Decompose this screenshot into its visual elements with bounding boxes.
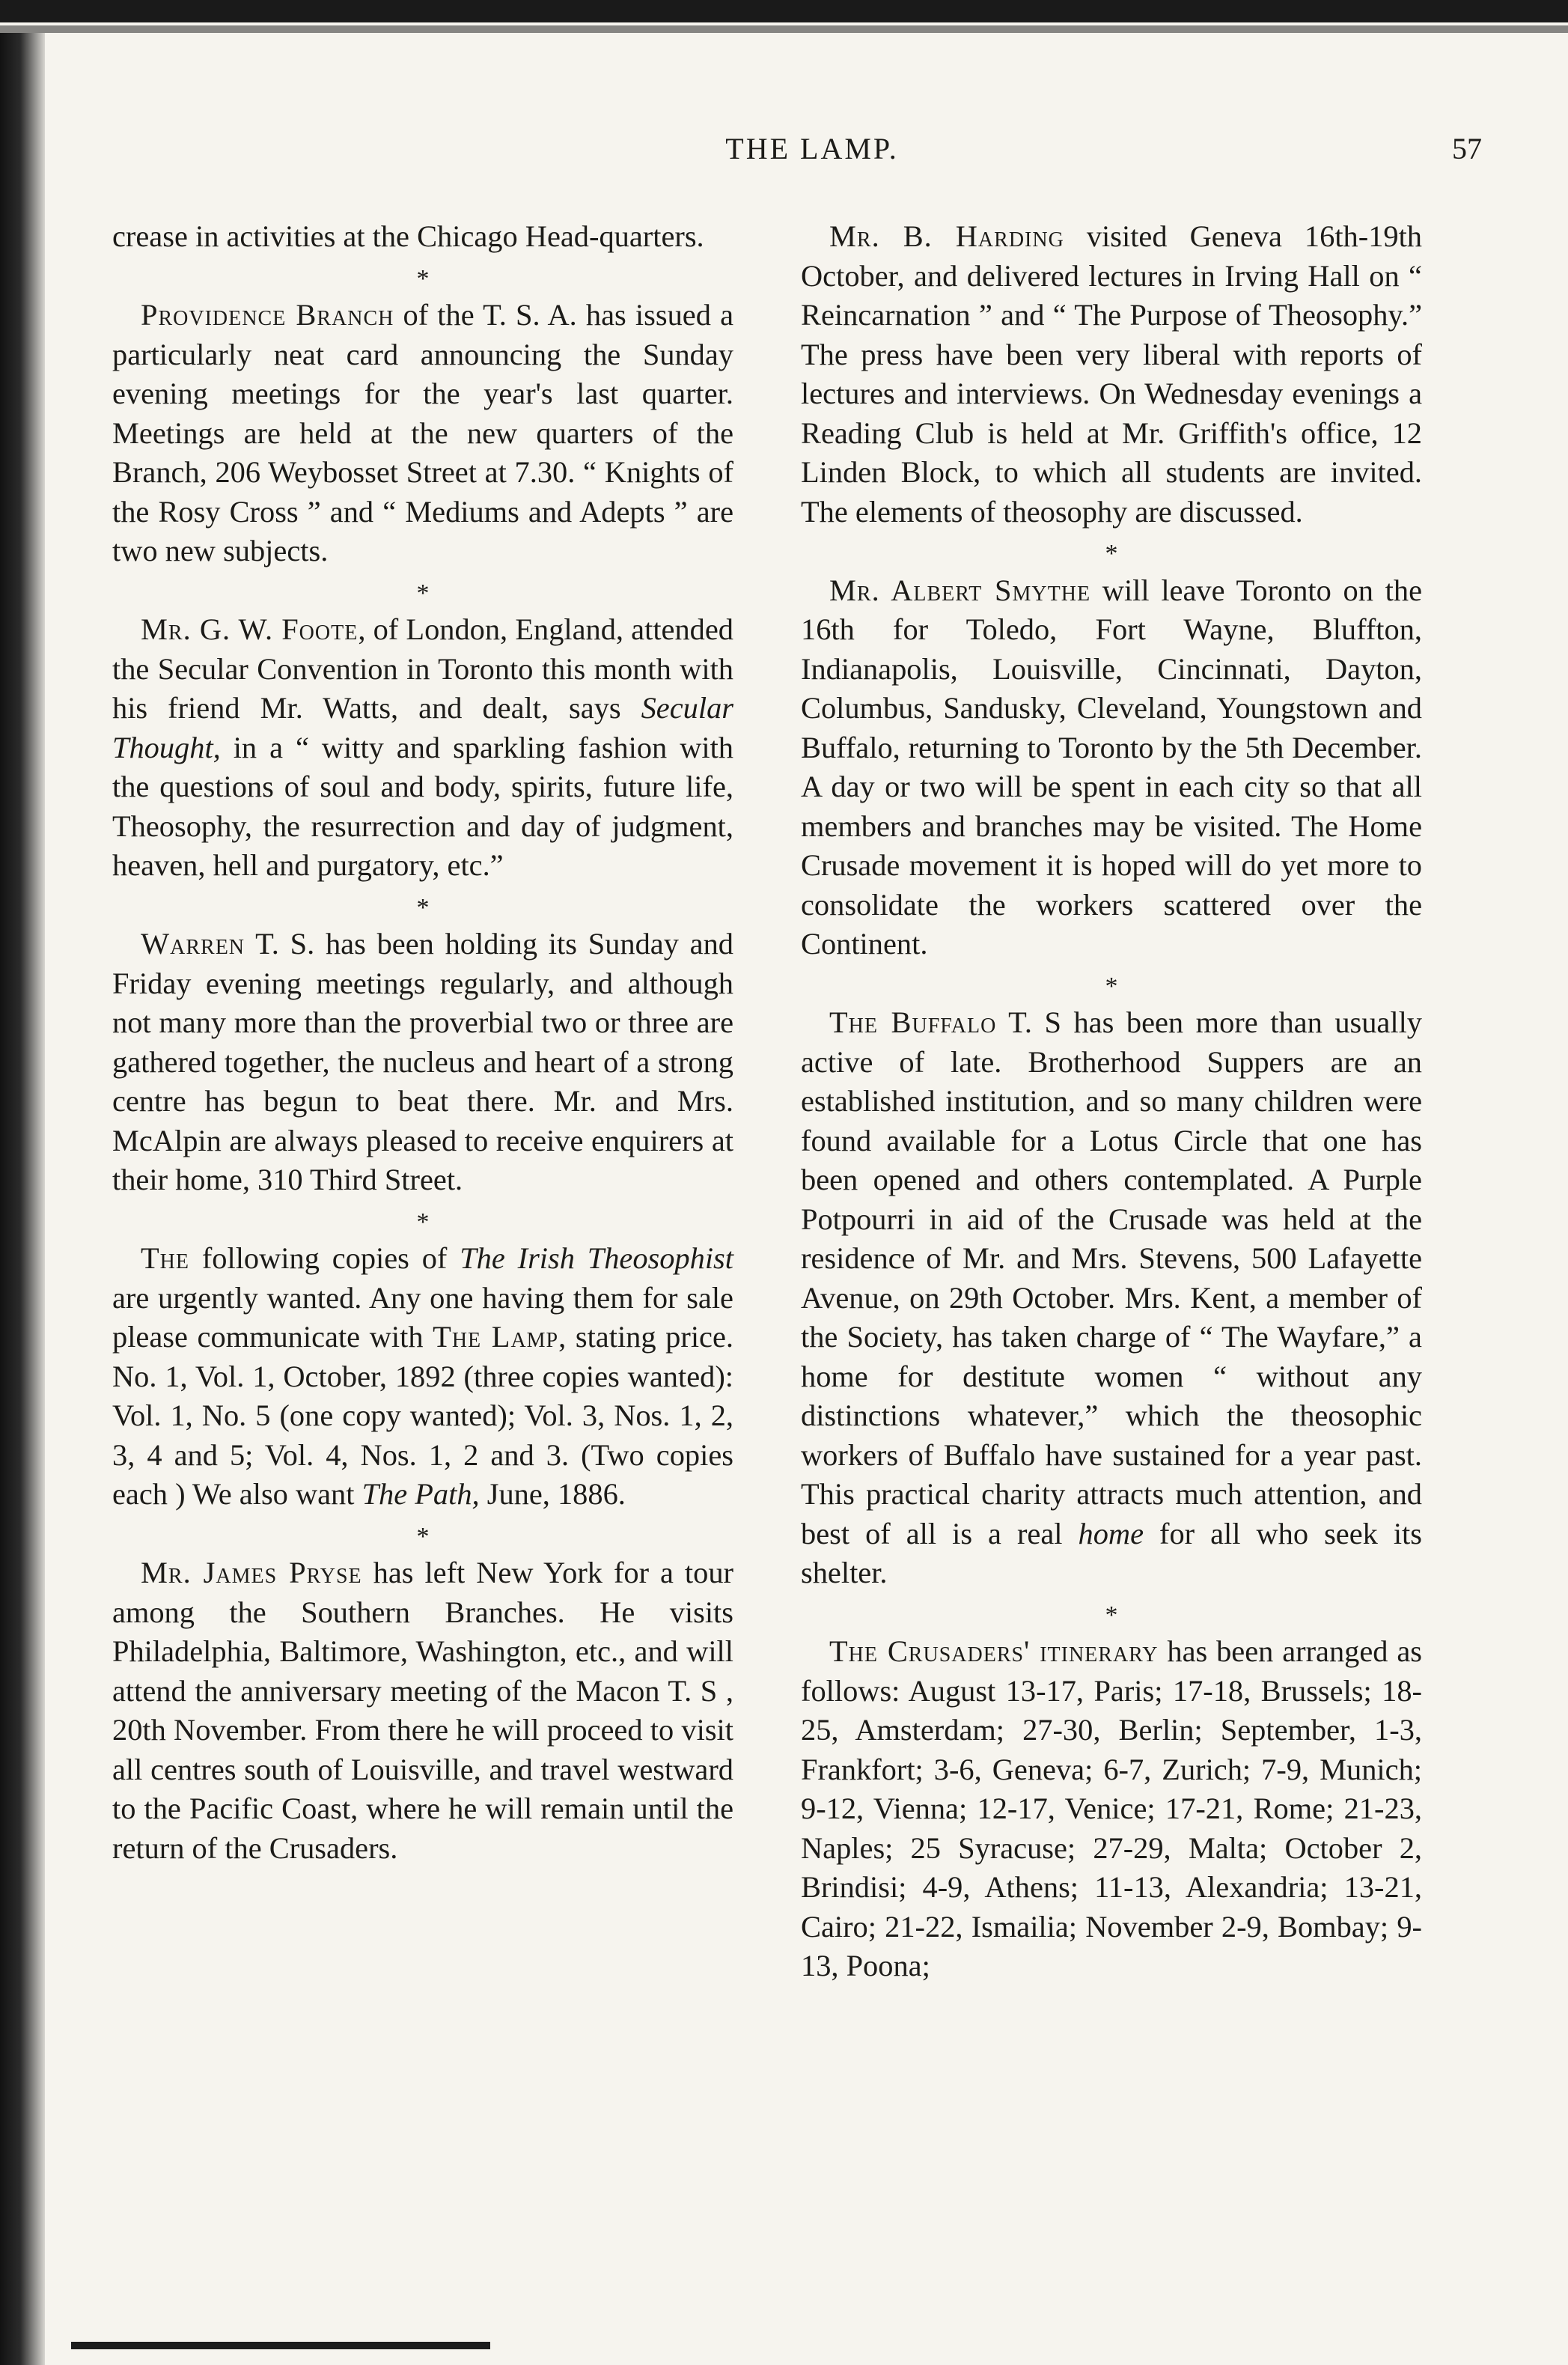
news-paragraph <box>112 1553 733 1868</box>
top-edge-shadow <box>0 25 1568 33</box>
paragraph-lead-words: The <box>141 1241 189 1275</box>
news-paragraph <box>801 217 1422 532</box>
news-paragraph <box>112 217 733 257</box>
paragraph-lead-words: The Crusaders' itinerary <box>829 1634 1159 1668</box>
left-column <box>112 217 733 1868</box>
section-divider-asterisk: * <box>1105 972 1118 1000</box>
news-paragraph <box>801 1003 1422 1593</box>
section-divider-asterisk: * <box>416 1208 430 1236</box>
italic-title: home <box>1078 1516 1144 1550</box>
paragraph-text: T. S. has been holding its Sunday and Friday evening meetings regularly, and although not many more than the proverbial two or three are gathered together, the nucleus and heart of a strong centre has begun to beat there. Mr. and Mrs. McAlpin are always pleased to receive enquirers at their home, 310 Third Street. <box>112 927 733 1196</box>
paragraph-lead-words: Mr. B. Harding <box>829 219 1064 253</box>
paragraph-lead-words: Mr. Albert Smythe <box>829 573 1091 607</box>
paragraph-text: are urgently wanted. Any one having them for sale please communicate with <box>112 1280 733 1354</box>
page-binding-edge <box>0 33 45 2365</box>
paragraph-text: , of London, England, attended the Secular Convention in Toronto this month with his friend Mr. Watts, and dealt, says <box>112 612 733 725</box>
paragraph-text: following copies of <box>189 1241 460 1275</box>
news-paragraph <box>112 925 733 1200</box>
right-column <box>801 217 1422 1986</box>
section-divider-asterisk: * <box>416 579 430 607</box>
italic-title: The Irish Theosophist <box>460 1241 733 1275</box>
paragraph-text: visited Geneva 16th-19th October, and delivered lectures in Irving Hall on “ Reincarnation ” and “ The Purpose of Theosophy.” The press have been very liberal with reports of lectures and interviews. On Wednesday evenings a Reading Club is held at Mr. Griffith's office, 12 Linden Block, to which all students are invited. The elements of theosophy are discussed. <box>801 219 1422 529</box>
paragraph-text: will leave Toronto on the 16th for Toledo, Fort Wayne, Bluffton, Indianapolis, Louisville, Cincinnati, Dayton, Columbus, Sandusky, Cleveland, Youngstown and Buffalo, returning to Toronto by the 5th December. A day or two will be spent in each city so that all members and branches may be visited. The Home Crusade movement it is hoped will do yet more to consolidate the workers scattered over the Continent. <box>801 573 1422 961</box>
italic-title: The Path, <box>362 1477 480 1511</box>
paragraph-text: , stating price. No. 1, Vol. 1, October, 1892 (three copies wanted): Vol. 1, No. 5 (one copy wanted); Vol. 3, Nos. 1, 2, 3, 4 and 5; Vol. 4, Nos. 1, 2 and 3. (Two copies each ) We also want <box>112 1320 733 1511</box>
paragraph-lead-words: Warren <box>141 927 245 961</box>
news-paragraph <box>112 610 733 886</box>
page-number: 57 <box>1452 132 1482 165</box>
news-paragraph <box>112 296 733 571</box>
paragraph-text: June, 1886. <box>479 1477 626 1511</box>
italic-title: Secular Thought, <box>112 691 733 764</box>
section-divider-asterisk: * <box>416 893 430 922</box>
page-header <box>112 131 1512 176</box>
top-edge-rule <box>0 0 1568 22</box>
bottom-edge-mark <box>71 2342 490 2349</box>
paragraph-text: crease in activities at the Chicago Head-quarters. <box>112 219 704 253</box>
paragraph-text: T. S has been more than usually active of late. Brotherhood Suppers are an established institution, and so many children were found available for a Lotus Circle that one has been opened and others contemplated. A Purple Potpourri in aid of the Crusade was held at the residence of Mr. and Mrs. Stevens, 500 Lafayette Avenue, on 29th October. Mrs. Kent, a member of the Society, has taken charge of “ The Wayfare,” a home for destitute women “ without any distinctions whatever,” which the theosophic workers of Buffalo have sustained for a year past. This practical charity attracts much attention, and best of all is a real <box>801 1005 1422 1550</box>
section-divider-asterisk: * <box>416 1522 430 1550</box>
section-divider-asterisk: * <box>1105 1601 1118 1629</box>
section-divider-asterisk: * <box>416 264 430 293</box>
paragraph-lead-words: The Buffalo <box>829 1005 997 1039</box>
paragraph-text: has left New York for a tour among the Southern Branches. He visits Philadelphia, Baltimore, Washington, etc., and will attend the anniversary meeting of the Macon T. S , 20th November. From there he will proceed to visit all centres south of Louisville, and travel westward to the Pacific Coast, where he will remain until the return of the Crusaders. <box>112 1556 733 1865</box>
paragraph-lead-words: Mr. James Pryse <box>141 1556 362 1589</box>
paragraph-lead-words: The Lamp <box>433 1320 559 1354</box>
news-paragraph <box>112 1239 733 1515</box>
paragraph-text: of the T. S. A. has issued a particularly neat card announcing the Sunday evening meetings for the year's last quarter. Meetings are held at the new quarters of the Branch, 206 Weybosset Street at 7.30. “ Knights of the Rosy Cross ” and “ Mediums and Adepts ” are two new subjects. <box>112 298 733 567</box>
paragraph-lead-words: Mr. G. W. Foote <box>141 612 359 646</box>
paragraph-text: for all who seek its shelter. <box>801 1516 1422 1589</box>
news-paragraph <box>801 1632 1422 1986</box>
section-divider-asterisk: * <box>1105 540 1118 567</box>
paragraph-text: in a “ witty and sparkling fashion with the questions of soul and body, spirits, future life, Theosophy, the resurrection and day of judgment, heaven, hell and purgatory, etc.” <box>112 730 733 882</box>
running-title: THE LAMP. <box>725 132 899 165</box>
paragraph-text: has been arranged as follows: August 13-17, Paris; 17-18, Brussels; 18-25, Amsterdam; 27-30, Berlin; September, 1-3, Frankfort; 3-6, Geneva; 6-7, Zurich; 7-9, Munich; 9-12, Vienna; 12-17, Venice; 17-21, Rome; 21-23, Naples; 25 Syracuse; 27-29, Malta; October 2, Brindisi; 4-9, Athens; 11-13, Alexandria; 13-21, Cairo; 21-22, Ismailia; November 2-9, Bombay; 9-13, Poona; <box>801 1634 1422 1982</box>
paragraph-lead-words: Providence Branch <box>141 298 394 332</box>
news-paragraph <box>801 571 1422 964</box>
